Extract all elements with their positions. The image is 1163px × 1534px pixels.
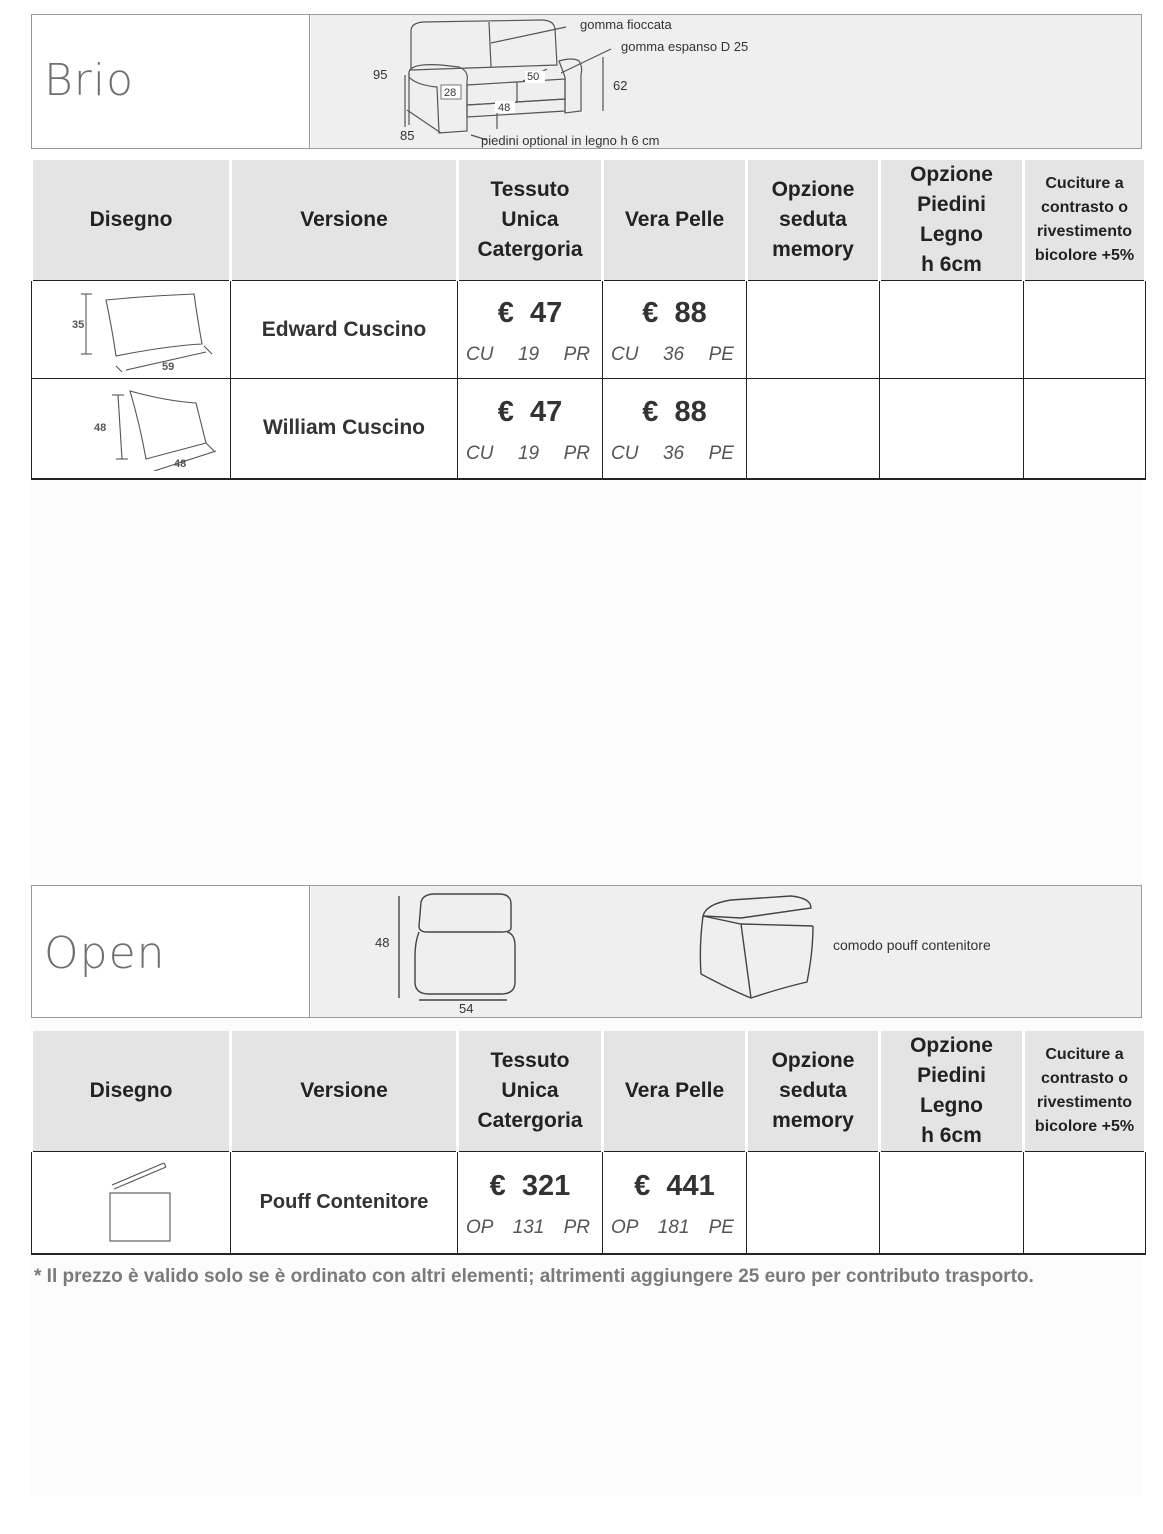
pelle-price-cell xyxy=(603,1152,747,1254)
pelle-price-cell xyxy=(603,281,747,379)
cuciture-cell xyxy=(1024,281,1146,379)
col-piedini: Opzione Piedini Legno h 6cm xyxy=(880,1031,1024,1152)
memory-cell xyxy=(747,1152,880,1254)
open-sketch-panel xyxy=(311,886,1141,1017)
drawing-cell xyxy=(32,281,231,379)
drawing-dim-width: 59 xyxy=(162,361,175,372)
drawing-dim-height: 35 xyxy=(72,319,85,331)
section-title-open: Open xyxy=(44,928,166,979)
pouf-sketch xyxy=(311,886,1143,1019)
open-title-cell xyxy=(32,886,310,1017)
sketch-height: 95 xyxy=(373,67,388,82)
section-title-brio: Brio xyxy=(44,55,135,106)
sketch-width: 54 xyxy=(459,1001,474,1016)
col-disegno: Disegno xyxy=(32,160,231,281)
col-memory: Opzione seduta memory xyxy=(747,1031,880,1152)
tessuto-price: € 47 xyxy=(497,297,563,329)
sketch-seat-48: 48 xyxy=(498,102,511,114)
sofa-sketch xyxy=(311,15,1143,150)
brio-header xyxy=(31,14,1142,149)
piedini-cell xyxy=(880,1152,1024,1254)
sketch-note-gomma-fioccata: gomma fioccata xyxy=(580,17,672,32)
table-header-row xyxy=(32,1031,1146,1152)
piedini-cell xyxy=(880,281,1024,379)
col-cuciture: Cuciture a contrasto o rivestimento bicolore +5% xyxy=(1024,1031,1146,1152)
sketch-feet-note: piedini optional in legno h 6 cm xyxy=(481,133,660,148)
version-cell: Edward Cuscino xyxy=(231,281,458,379)
pelle-codes: OP 181 PE xyxy=(611,1216,734,1238)
col-vera-pelle: Vera Pelle xyxy=(603,1031,747,1152)
brio-sketch-panel xyxy=(311,15,1141,148)
tessuto-price: € 321 xyxy=(489,1169,571,1202)
tessuto-price-cell xyxy=(458,281,603,379)
pelle-price: € 441 xyxy=(634,1169,715,1202)
brio-price-table xyxy=(30,160,1147,480)
sketch-depth: 85 xyxy=(400,128,415,143)
col-versione: Versione xyxy=(231,160,458,281)
col-memory: Opzione seduta memory xyxy=(747,160,880,281)
pouf-drawing xyxy=(46,1155,216,1245)
memory-cell xyxy=(747,281,880,379)
sketch-note-gomma-espanso: gomma espanso D 25 xyxy=(621,39,749,54)
col-vera-pelle: Vera Pelle xyxy=(603,160,747,281)
pelle-codes: CU 36 PE xyxy=(611,344,734,365)
cuciture-cell xyxy=(1024,379,1146,479)
tessuto-price-cell xyxy=(458,1152,603,1254)
pelle-price: € 88 xyxy=(642,297,707,329)
sketch-seat-28: 28 xyxy=(444,87,457,99)
drawing-dim-width: 48 xyxy=(174,457,187,470)
open-header xyxy=(31,885,1142,1018)
cushion-drawing-edward xyxy=(46,282,216,372)
table-row xyxy=(32,379,1146,479)
pelle-price: € 88 xyxy=(642,395,707,428)
sketch-height: 48 xyxy=(375,935,390,950)
col-disegno: Disegno xyxy=(32,1031,231,1152)
col-versione: Versione xyxy=(231,1031,458,1152)
sketch-arm-height: 62 xyxy=(613,78,628,93)
drawing-dim-height: 48 xyxy=(94,421,107,434)
cuciture-cell xyxy=(1024,1152,1146,1254)
transport-footnote: * Il prezzo è valido solo se è ordinato con altri elementi; altrimenti aggiungere 25 euro per contributo trasporto. xyxy=(34,1266,1034,1287)
table-header-row xyxy=(32,160,1146,281)
table-row xyxy=(32,281,1146,379)
piedini-cell xyxy=(880,379,1024,479)
table-row xyxy=(32,1152,1146,1254)
pelle-price-cell xyxy=(603,379,747,479)
version-cell: William Cuscino xyxy=(231,379,458,479)
tessuto-price-cell xyxy=(458,379,603,479)
tessuto-codes: CU 19 PR xyxy=(466,442,590,464)
open-price-table xyxy=(30,1031,1147,1255)
col-tessuto: Tessuto Unica Catergoria xyxy=(458,1031,603,1152)
col-piedini: Opzione Piedini Legno h 6cm xyxy=(880,160,1024,281)
col-cuciture: Cuciture a contrasto o rivestimento bicolore +5% xyxy=(1024,160,1146,281)
tessuto-codes: CU 19 PR xyxy=(466,344,590,365)
cushion-drawing-william xyxy=(46,381,216,471)
drawing-cell xyxy=(32,1152,231,1254)
version-cell: Pouff Contenitore xyxy=(231,1152,458,1254)
tessuto-codes: OP 131 PR xyxy=(466,1216,590,1238)
tessuto-price: € 47 xyxy=(497,395,563,428)
sketch-seat-50: 50 xyxy=(527,71,540,83)
pelle-codes: CU 36 PE xyxy=(611,442,734,464)
drawing-cell xyxy=(32,379,231,479)
col-tessuto: Tessuto Unica Catergoria xyxy=(458,160,603,281)
brio-title-cell xyxy=(32,15,310,148)
memory-cell xyxy=(747,379,880,479)
sketch-note-pouff: comodo pouff contenitore xyxy=(833,937,991,953)
